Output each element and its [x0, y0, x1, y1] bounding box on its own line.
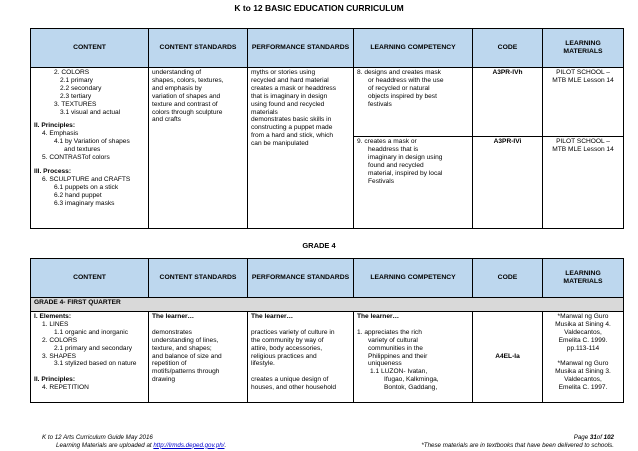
- header-code: CODE: [473, 259, 543, 298]
- text-line: uniqueness: [368, 360, 402, 368]
- elements-heading: I. Elements:: [34, 313, 72, 320]
- text-line: lifestyle.: [251, 360, 275, 368]
- text-line: Ifugao, Kalkminga,: [384, 376, 439, 384]
- text-line: colors through sculpture: [152, 108, 223, 116]
- list-item: and textures: [64, 146, 101, 154]
- text-line: *Manwal ng Guro: [557, 360, 609, 368]
- list-item: 2.1 primary: [60, 76, 93, 84]
- content-cell: [31, 312, 149, 403]
- text-line: MTB MLE Lesson 14: [552, 145, 614, 153]
- text-line: material, inspired by local: [368, 169, 443, 177]
- text-line: Philippines and their: [368, 352, 428, 360]
- spacer: [152, 321, 244, 329]
- spacer: [251, 321, 350, 329]
- text-line: Valdecantos,: [564, 376, 602, 384]
- text-line: imaginary in design using: [368, 153, 443, 161]
- text-line: myths or stories using: [251, 69, 316, 76]
- principles-heading: II. Principles:: [34, 376, 76, 384]
- text-line: constructing a puppet made: [251, 124, 333, 132]
- footer-left: [42, 434, 226, 449]
- header-content: CONTENT: [31, 29, 149, 68]
- text-line: communities in the: [368, 344, 423, 352]
- text-line: recycled and hard material: [251, 76, 329, 84]
- content-standard-cell: [149, 68, 248, 229]
- list-item: 6.3 imaginary masks: [54, 199, 115, 207]
- text-line: drawing: [152, 376, 176, 384]
- curriculum-table-grade-3: [30, 28, 624, 229]
- document-title: K to 12 BASIC EDUCATION CURRICULUM: [234, 3, 404, 13]
- list-item: 4.1 by Variation of shapes: [54, 138, 130, 146]
- list-item: 6. SCULPTURE and CRAFTS: [42, 175, 131, 183]
- performance-standard-cell: [248, 68, 354, 229]
- table-header-row: [31, 29, 624, 68]
- text-line: Musika at Sining 3.: [555, 368, 611, 376]
- text-line: materials: [251, 108, 278, 116]
- header-code: CODE: [473, 29, 543, 68]
- header-learning-competency: LEARNING COMPETENCY: [354, 29, 473, 68]
- grade-title: GRADE 4: [302, 241, 336, 250]
- text-line: houses, and other household: [251, 384, 337, 392]
- table-header-row: [31, 259, 624, 298]
- text-line: understanding of lines,: [152, 336, 219, 344]
- header-performance-standards: PERFORMANCE STANDARDS: [248, 29, 354, 68]
- list-item: 6.2 hand puppet: [54, 191, 102, 199]
- text-line: found and recycled: [368, 161, 424, 169]
- text-line: PILOT SCHOOL –: [556, 138, 610, 145]
- list-item: 4. Emphasis: [42, 130, 79, 138]
- competency-cell: [354, 68, 473, 137]
- text-line: shapes, colors, textures,: [152, 76, 224, 84]
- text-line: understanding of: [152, 69, 202, 76]
- curriculum-guide-label: K to 12 Arts Curriculum Guide May 2016: [42, 434, 153, 441]
- text-line: variety of cultural: [368, 336, 418, 344]
- code-cell: A3PR-IVh: [473, 68, 543, 137]
- text-line: Musika at Sining 4.: [555, 320, 611, 328]
- text-line: 8. designs and creates mask: [357, 69, 441, 76]
- page-total: 102: [603, 434, 614, 441]
- text-line: the community by way of: [251, 336, 324, 344]
- list-item: 3.1 stylized based on nature: [54, 360, 137, 368]
- upload-note-prefix: Learning Materials are uploaded at: [56, 441, 154, 449]
- materials-cell: [543, 68, 624, 137]
- text-line: pp.113-114: [566, 344, 600, 352]
- list-item: 2. COLORS: [54, 69, 90, 76]
- list-item: 5. CONTRASTof colors: [42, 154, 110, 162]
- text-line: and crafts: [152, 116, 181, 124]
- text-line: texture and contrast of: [152, 100, 218, 108]
- text-line: of recycled or natural: [368, 84, 430, 92]
- spacer: [251, 368, 350, 376]
- text-line: can be manipulated: [251, 140, 309, 148]
- text-line: festivals: [368, 100, 392, 108]
- learner-lead: The learner…: [152, 313, 195, 320]
- header-content-standards: CONTENT STANDARDS: [149, 259, 248, 298]
- list-item: 3. SHAPES: [42, 352, 77, 360]
- text-line: religious practices and: [251, 352, 317, 360]
- text-line: demonstrates basic skills in: [251, 116, 332, 124]
- list-item: 1.1 organic and inorganic: [54, 328, 129, 336]
- principles-heading: II. Principles:: [34, 122, 76, 130]
- spacer: [357, 321, 469, 329]
- content-cell: [31, 68, 149, 229]
- list-item: 3. TEXTURES: [54, 100, 97, 108]
- list-item: 2.2 secondary: [60, 84, 102, 92]
- text-line: PILOT SCHOOL –: [556, 69, 610, 76]
- quarter-label: GRADE 4- FIRST QUARTER: [31, 298, 624, 312]
- spacer: [546, 353, 620, 361]
- text-line: from a hard and stick, which: [251, 132, 334, 140]
- table-row: [31, 312, 624, 403]
- text-line: and balance of size and: [152, 352, 222, 360]
- footer-right: [421, 434, 614, 449]
- text-line: attire, body accessories,: [251, 344, 323, 352]
- text-line: 9. creates a mask or: [357, 138, 417, 145]
- text-line: demonstrates: [152, 328, 192, 336]
- list-item: 6.1 puppets on a stick: [54, 183, 119, 191]
- table-row: [31, 68, 624, 137]
- text-line: repetition of: [152, 360, 187, 368]
- competency-cell: [354, 137, 473, 229]
- text-line: and emphasis by: [152, 84, 202, 92]
- lrmds-link[interactable]: http://lrmds.deped.gov.ph/: [153, 441, 225, 449]
- text-line: motifs/patterns through: [152, 368, 220, 376]
- textbook-note: *These materials are in textbooks that have been delivered to schools.: [421, 441, 614, 449]
- text-line: or headdress with the use: [368, 76, 444, 84]
- text-line: Valdecantos,: [564, 328, 602, 336]
- text-line: Bontok, Gaddang,: [384, 384, 438, 392]
- header-learning-materials: LEARNING MATERIALS: [543, 259, 624, 298]
- spacer: [34, 368, 145, 376]
- header-performance-standards: PERFORMANCE STANDARDS: [248, 259, 354, 298]
- process-heading: III. Process:: [34, 167, 72, 175]
- page-prefix: Page: [573, 434, 590, 441]
- text-line: Festivals: [368, 177, 395, 185]
- text-line: using found and recycled: [251, 100, 325, 108]
- text-line: 1. appreciates the rich: [357, 328, 422, 336]
- list-item: 4. REPETITION: [42, 384, 89, 392]
- text-line: texture, and shapes;: [152, 344, 212, 352]
- page-number: [421, 434, 614, 442]
- text-line: *Manwal ng Guro: [557, 313, 609, 320]
- list-item: 3.1 visual and actual: [60, 108, 121, 116]
- list-item: 1. LINES: [42, 320, 69, 328]
- list-item: 2.3 tertiary: [60, 92, 92, 100]
- text-line: headdress that is: [368, 145, 419, 153]
- header-content-standards: CONTENT STANDARDS: [149, 29, 248, 68]
- curriculum-table-grade-4: [30, 258, 624, 403]
- code-cell: A3PR-IVi: [473, 137, 543, 229]
- quarter-row: [31, 298, 624, 312]
- upload-note: [42, 442, 226, 450]
- performance-standard-cell: [248, 312, 354, 403]
- text-line: variation of shapes and: [152, 92, 221, 100]
- page-of: of: [596, 434, 604, 441]
- text-line: objects inspired by best: [368, 92, 437, 100]
- list-item: 2. COLORS: [42, 336, 78, 344]
- learner-lead: The learner…: [357, 313, 400, 320]
- text-line: Emelita C. 1997.: [558, 384, 608, 392]
- materials-cell: [543, 137, 624, 229]
- code-cell: A4EL-Ia: [473, 312, 543, 403]
- upload-note-suffix: .: [224, 441, 227, 449]
- text-line: Emelita C. 1999.: [558, 336, 608, 344]
- header-learning-competency: LEARNING COMPETENCY: [354, 259, 473, 298]
- materials-cell: [543, 312, 624, 403]
- list-item: 2.1 primary and secondary: [54, 344, 133, 352]
- text-line: 1.1 LUZON- Ivatan,: [370, 368, 428, 376]
- header-content: CONTENT: [31, 259, 149, 298]
- text-line: practices variety of culture in: [251, 328, 335, 336]
- text-line: creates a unique design of: [251, 376, 329, 384]
- header-learning-materials: LEARNING MATERIALS: [543, 29, 624, 68]
- text-line: creates a mask or headdress: [251, 84, 337, 92]
- text-line: MTB MLE Lesson 14: [552, 76, 614, 84]
- competency-cell: [354, 312, 473, 403]
- page-current: 31: [589, 434, 597, 441]
- content-standard-cell: [149, 312, 248, 403]
- learner-lead: The learner…: [251, 313, 294, 320]
- text-line: that is imaginary in design: [251, 92, 328, 100]
